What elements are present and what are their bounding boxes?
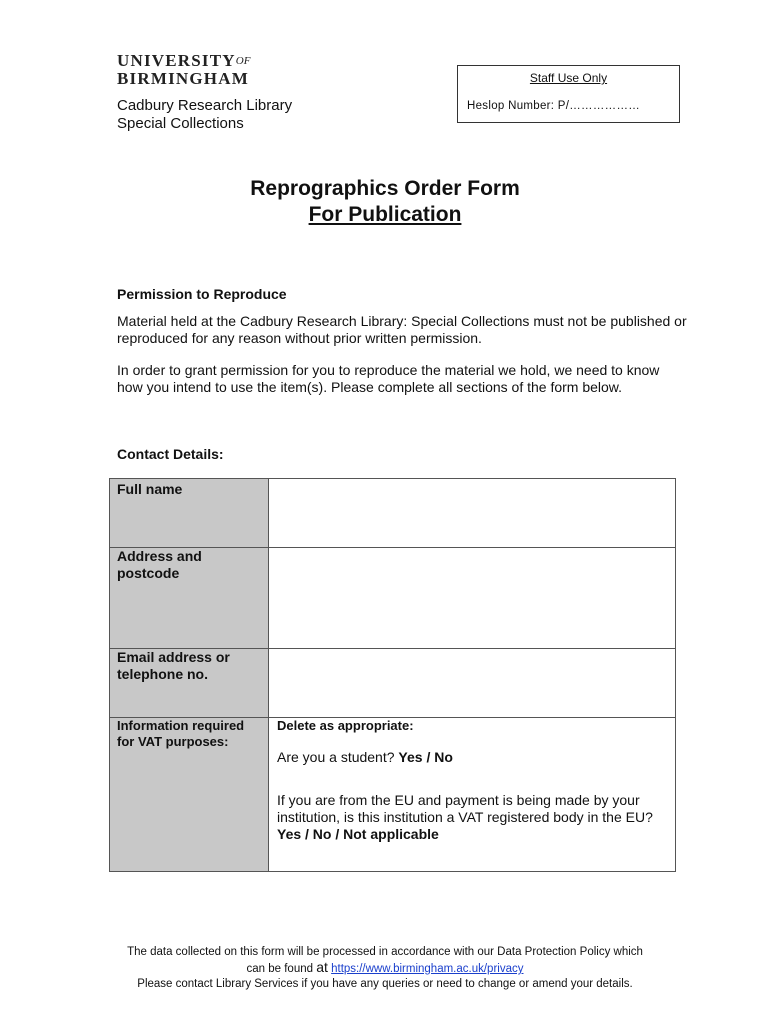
footer xyxy=(0,945,770,992)
library-line1: Cadbury Research Library xyxy=(117,97,293,114)
table-row xyxy=(110,548,676,649)
student-options[interactable]: Yes / No xyxy=(398,749,453,765)
table-row xyxy=(110,718,676,872)
permission-heading: Permission to Reproduce xyxy=(117,286,287,302)
address-field[interactable] xyxy=(269,548,676,649)
footer-at: at xyxy=(316,959,328,975)
logo-of: OF xyxy=(235,55,251,67)
full-name-field[interactable] xyxy=(269,479,676,548)
library-name xyxy=(117,97,292,133)
permission-para1: Material held at the Cadbury Research Library: Special Collections must not be published or reproduced for any reason without prior written permission. xyxy=(117,313,687,346)
eu-options[interactable]: Yes / No / Not applicable xyxy=(277,826,439,842)
contact-info-label: Email address or telephone no. xyxy=(110,649,269,718)
delete-as-appropriate: Delete as appropriate: xyxy=(277,718,414,733)
library-line2: Special Collections xyxy=(117,115,244,132)
eu-question xyxy=(277,792,667,843)
table-row xyxy=(110,479,676,548)
university-logo xyxy=(117,52,250,88)
privacy-link[interactable]: https://www.birmingham.ac.uk/privacy xyxy=(331,963,524,975)
table-row xyxy=(110,649,676,718)
title-line2: For Publication xyxy=(308,203,462,226)
title-line1: Reprographics Order Form xyxy=(250,177,520,200)
staff-use-title: Staff Use Only xyxy=(529,71,608,85)
full-name-label: Full name xyxy=(110,479,269,548)
page-title xyxy=(0,176,770,228)
footer-line2-text: can be found xyxy=(246,963,314,975)
footer-line2 xyxy=(0,960,770,977)
vat-cell xyxy=(269,718,676,872)
eu-question-text: If you are from the EU and payment is being made by your institution, is this institution a VAT registered body in the EU? xyxy=(277,792,653,825)
heslop-number-field[interactable]: Heslop Number: P/……………… xyxy=(467,100,641,112)
vat-label: Information required for VAT purposes: xyxy=(110,718,269,872)
logo-line2: BIRMINGHAM xyxy=(117,69,249,88)
logo-line1: UNIVERSITY xyxy=(117,51,236,70)
student-question xyxy=(277,749,667,765)
staff-use-box xyxy=(457,65,680,123)
student-question-text: Are you a student? xyxy=(277,749,395,765)
footer-line3: Please contact Library Services if you have any queries or need to change or amend your details. xyxy=(137,978,633,990)
contact-details-table xyxy=(109,478,676,872)
footer-line1: The data collected on this form will be processed in accordance with our Data Protection Policy which xyxy=(127,946,643,958)
contact-heading: Contact Details: xyxy=(117,446,224,462)
contact-info-field[interactable] xyxy=(269,649,676,718)
permission-para2: In order to grant permission for you to reproduce the material we hold, we need to know how you intend to use the item(s). Please complete all sections of the form below. xyxy=(117,362,660,395)
address-label: Address and postcode xyxy=(110,548,269,649)
